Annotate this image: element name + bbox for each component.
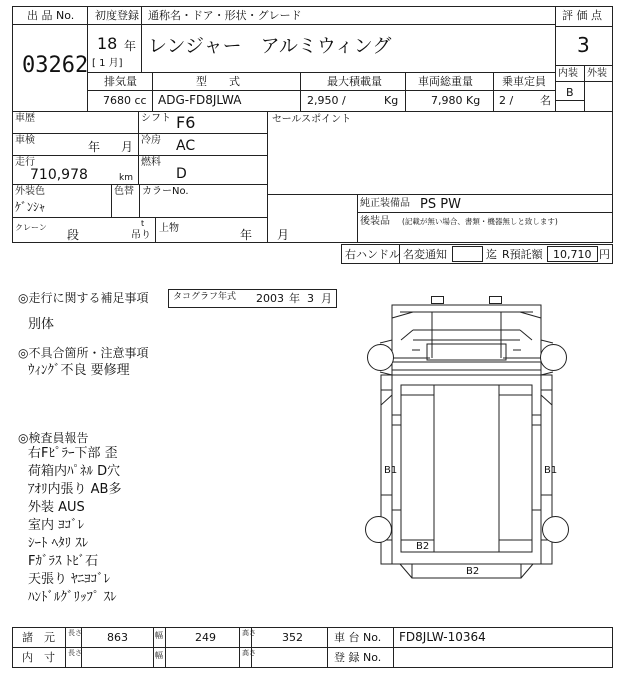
dimensions-label: 諸 元 — [22, 631, 55, 644]
inner-length-label: 長さ — [68, 649, 82, 657]
inspector-line: 室内 ﾖｺﾞﾚ — [28, 518, 85, 533]
mileage-unit: km — [119, 173, 133, 183]
year-unit: 年 — [124, 39, 137, 53]
yen-unit: 円 — [599, 248, 610, 261]
inspector-line: 外装 AUS — [28, 500, 85, 515]
displacement-label: 排気量 — [104, 75, 137, 88]
width-label: 幅 — [155, 631, 163, 640]
color-change-label: 色替 — [114, 186, 134, 197]
inspection-label: 車検 — [15, 135, 35, 146]
height-label: 高さ — [242, 629, 256, 637]
tachograph-month: 3 — [307, 292, 314, 305]
registration-year: 18 — [97, 34, 118, 53]
inspector-line: 荷箱内ﾊﾟﾈﾙ D穴 — [28, 464, 121, 479]
original-equipment-label: 純正装備品 — [360, 198, 410, 209]
inner-width-label: 幅 — [155, 651, 163, 660]
length-value: 863 — [107, 631, 128, 644]
fuel-value: D — [176, 166, 187, 182]
upper-body-label: 上物 — [159, 223, 179, 234]
gross-weight-value: 7,980 Kg — [431, 94, 481, 107]
name-change-notice: 名変通知 — [403, 248, 447, 261]
max-load-value: 2,950 / — [307, 94, 346, 107]
exterior-grade-label: 外装 — [587, 68, 607, 79]
handle-side: 右ハンドル — [345, 248, 400, 261]
ac-label: 冷房 — [141, 135, 161, 146]
inspector-report-title: ◎検査員報告 — [18, 431, 89, 445]
model-label: 型 式 — [196, 75, 240, 88]
displacement-value: 7680 cc — [103, 94, 147, 107]
inner-height-label: 高さ — [242, 649, 256, 657]
mileage-value: 710,978 — [30, 167, 88, 183]
tachograph-month-unit: 月 — [321, 292, 332, 305]
recycle-deposit-label: R預託額 — [502, 248, 543, 261]
score-label: 評 価 点 — [562, 9, 602, 22]
upper-year-unit: 年 — [240, 228, 253, 242]
defects-text: ｳｨﾝｸﾞ不良 要修理 — [28, 363, 130, 378]
max-load-label: 最大積載量 — [327, 75, 382, 88]
max-load-unit: Kg — [384, 94, 399, 107]
valid-until-label: 迄 — [486, 248, 497, 261]
length-label: 長さ — [68, 629, 82, 637]
registration-month: [ 1 月] — [92, 58, 123, 69]
running-notes-title: ◎走行に関する補足事項 — [18, 291, 149, 305]
recycle-deposit-value: 10,710 — [553, 248, 592, 261]
original-equipment-value: PS PW — [420, 197, 461, 212]
mileage-label: 走行 — [15, 157, 35, 168]
capacity-value: 2 / — [499, 94, 514, 107]
chassis-number-value: FD8JLW-10364 — [399, 630, 486, 644]
vehicle-name-label: 通称名・ドア・形状・グレード — [148, 9, 302, 22]
gross-weight-label: 車両総重量 — [418, 75, 473, 88]
truck-diagram — [366, 297, 569, 579]
history-label: 車歴 — [15, 113, 35, 124]
tachograph-year: 2003 — [256, 292, 284, 305]
lot-number: 03262 — [22, 53, 89, 78]
height-value: 352 — [282, 631, 303, 644]
inspector-line: 天張り ﾔﾆﾖｺﾞﾚ — [28, 572, 111, 587]
width-value: 249 — [195, 631, 216, 644]
damage-mark-left: B1 — [384, 465, 398, 476]
damage-mark-right: B1 — [544, 465, 558, 476]
inspector-line: Fｶﾞﾗｽ ﾄﾋﾞ石 — [28, 554, 99, 569]
capacity-unit: 名 — [540, 94, 551, 107]
damage-mark-rear: B2 — [466, 566, 480, 577]
inspection-month-unit: 月 — [121, 140, 134, 154]
ac-value: AC — [176, 138, 196, 154]
sales-point-label: セールスポイント — [272, 114, 352, 125]
damage-mark-rear-left: B2 — [416, 541, 430, 552]
crane-stage-unit: 段 — [67, 228, 80, 242]
interior-grade-label: 内装 — [558, 68, 578, 79]
defects-title: ◎不具合箇所・注意事項 — [18, 346, 149, 360]
crane-hang-unit: 吊り — [131, 230, 151, 241]
crane-ton-unit: t — [141, 219, 145, 228]
inspector-line: ｼｰﾄ ﾍﾀﾘ ｽﾚ — [28, 536, 89, 551]
vehicle-name: レンジャー アルミウィング — [148, 35, 392, 57]
first-registration-label: 初度登録 — [95, 9, 139, 22]
lot-number-label: 出 品 No. — [27, 9, 75, 22]
inspection-year-unit: 年 — [88, 140, 101, 154]
chassis-number-label: 車 台 No. — [334, 631, 382, 644]
fuel-label: 燃料 — [141, 157, 161, 168]
inspector-line: ｱｵﾘ内張り AB多 — [28, 482, 122, 497]
inspector-line: ﾊﾝﾄﾞﾙｸﾞﾘｯﾌﾟ ｽﾚ — [28, 590, 117, 605]
upper-month-unit: 月 — [277, 228, 290, 242]
interior-grade: B — [566, 86, 574, 99]
model-code: ADG-FD8JLWA — [158, 93, 242, 107]
score-value: 3 — [577, 33, 590, 57]
tachograph-label: タコグラフ年式 — [173, 292, 237, 302]
aftermarket-label: 後装品 — [360, 216, 390, 227]
crane-label: クレーン — [15, 223, 47, 232]
exterior-color-label: 外装色 — [15, 186, 45, 197]
inner-dimensions-label: 内 寸 — [22, 651, 55, 664]
color-number-label: カラーNo. — [142, 186, 189, 197]
shift-value: F6 — [176, 113, 196, 132]
aftermarket-note: (記載が無い場合、書類・機器無しと致します) — [402, 217, 558, 226]
exterior-color-value: ｹﾞﾝｼｬ — [15, 200, 46, 214]
registration-number-label: 登 録 No. — [334, 651, 382, 664]
inspector-line: 右Fﾋﾟﾗｰ下部 歪 — [28, 446, 118, 461]
capacity-label: 乗車定員 — [502, 75, 546, 88]
tachograph-year-unit: 年 — [289, 292, 300, 305]
running-notes-text: 別体 — [28, 317, 55, 332]
shift-label: シフト — [141, 113, 171, 124]
